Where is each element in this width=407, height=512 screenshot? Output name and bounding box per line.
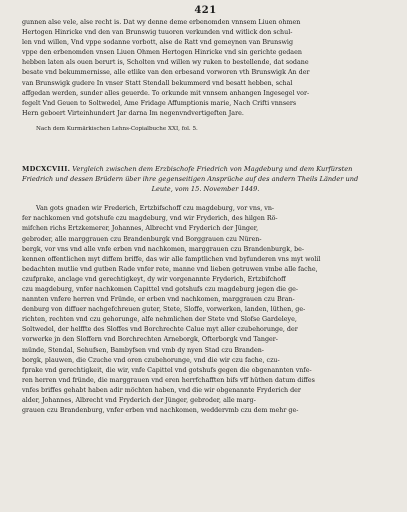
preceding-document-text [22,18,389,119]
text-line: fprake vnd gerechtigkeit, die wir, vnfe Capittel vnd gotshufs gegen die obgenannten vnfe- [22,366,312,374]
text-line: Hertogen Hinricke vnd den van Brunswig tuuoren verkunden vnd witlick don schul- [22,29,293,37]
text-line: czu magdeburg, vnfer nachkomen Capittel vnd gotshufs czu magdeburg jegen die ge- [22,285,299,293]
text-line: münde, Stendal, Sehufsen, Bambyfsen vnd vmb dy nyen Stad czu Branden- [22,346,264,354]
text-line: gebroder, alle marggrauen czu Brandenburgk vnd Borggrauen czu Nüren- [22,235,262,243]
text-line: vorwerke jn den Sloffern vnd Borchrechten Arneborgk, Ofterborgk vnd Tanger- [22,336,278,344]
text-line: borgk, plauwen, die Czuche vnd oren czubehorunge, vnd die wir czu fache, czu- [22,356,280,364]
text-line: len vnd willen, Vnd vppe sodanne vorbott, alse de Ratt vnd gemeynen van Brunswig [22,39,294,47]
text-line: ren herren vnd fründe, die marggrauen vnd eren herrfchafften bifs vff hüthen datum diffes [22,376,315,384]
text-line: bergk, vor vns vnd alle vnfe erben vnd nachkomen, marggrauen czu Brandenburgk, be- [22,245,305,253]
text-line: nannten vnfere herren vnd Fründe, er erben vnd nachkomen, marggrauen czu Bran- [22,296,295,304]
document-heading [22,164,389,194]
document-body-text [22,204,389,416]
text-line: denburg von diffuer nachgefchreuen guter, Stete, Sloffe, vorwerken, landen, lüthen, ge- [22,306,306,314]
text-line: alder, Johannes, Albrecht vnd Fryderich der Jünger, gebroder, alle marg- [22,397,256,404]
text-line: van Brunswigk gudere In vnser Statt Stendall bekummerd vnd besatt hebben, schal [22,79,293,87]
text-line: fegelt Vnd Geuen to Soltwedel, Ame Fridage Affumptionis marie, Nach Crifti vnnsers [22,99,297,107]
text-line: vppe den erbenomden vnsen Liuen Ohmen Hertogen Hinricke vnd sin gerichte gedaen [22,49,302,57]
text-line: grauen czu Brandenburg, vnfer erben vnd nachkomen, weddervmb czu dem mehr ge- [22,407,299,415]
text-line: hebben laten als ouen berurt is, Scholten vnd willen wy ruken to bestellende, dat sodane [22,59,309,67]
heading-text: Vergleich zwischen dem Erzbischofe Friedrich von Magdeburg und dem Kurfürsten [72,164,353,173]
text-line: richten, rechten vnd czu gehorunge, alfe nehmlichen der Stete vnd Slofse Gardeleye, [22,316,297,324]
text-line: Hern geboert Virteinhundert Jar darna Im negenvndvertigeften Jare. [22,109,244,117]
page-number: 421 [194,5,217,16]
document-heading-line-3: Leute, vom 15. November 1449. [151,185,260,194]
text-line: Soltwedel, der helffte des Sloffes vnd Borchrechte Calue myt aller czubehorunge, der [22,326,298,334]
document-heading-line-2: Friedrich und dessen Brüdern über ihre gegenseitigen Ansprüche auf des andern Theils Länder und [22,175,359,184]
document-heading-line-1 [22,164,389,174]
source-note: Nach dem Kurmärkischen Lehns-Copialbuche XXI, fol. 5. [36,125,198,132]
text-line: bedachten mutlie vnd gutben Rade vnfer rete, manne vnd lieben getruwen vmbe alle fache, [22,265,318,273]
text-line: mifchen richs Ertzkemerer, Johannes, Albrecht vnd Fryderich der Jünger, [22,225,259,233]
document-number: MDCXCVIII. [22,164,71,173]
text-line: Van gots gnaden wir Frederich, Ertzbifschoff czu magdeburg, vor vns, vn- [36,205,275,213]
text-line: besate vnd bekummernisse, alle etlike van den erbesand vorworen vth Brunswigk An der [22,69,310,77]
text-line: czufprake, anclage vnd gerechtigkeyt, dy wir vorgenannte Fryderich, Ertzbifchoff [22,275,286,283]
text-line: vnfes briffes gehabt haben adir möchten haben, vnd die wir obgenannte Fryderich der [22,386,301,394]
text-line: fer nachkomen vnd gotshufe czu magdeburg, vnd wir Fryderich, des hilgen Rö- [22,215,278,223]
text-line: affgedan werden, sunder alles geuerde. To orkunde mit vnnsem anhangen Ingesegel vor- [22,89,310,97]
text-line: kennen offentlichen myt diffem briffe, das wir alle famptlichen vnd byfunderen vns myt wolil [22,255,321,263]
text-line: gunnen alse vele, alse recht is. Dat wy denne deme erbenomden vnnsem Liuen ohmen [22,19,301,26]
